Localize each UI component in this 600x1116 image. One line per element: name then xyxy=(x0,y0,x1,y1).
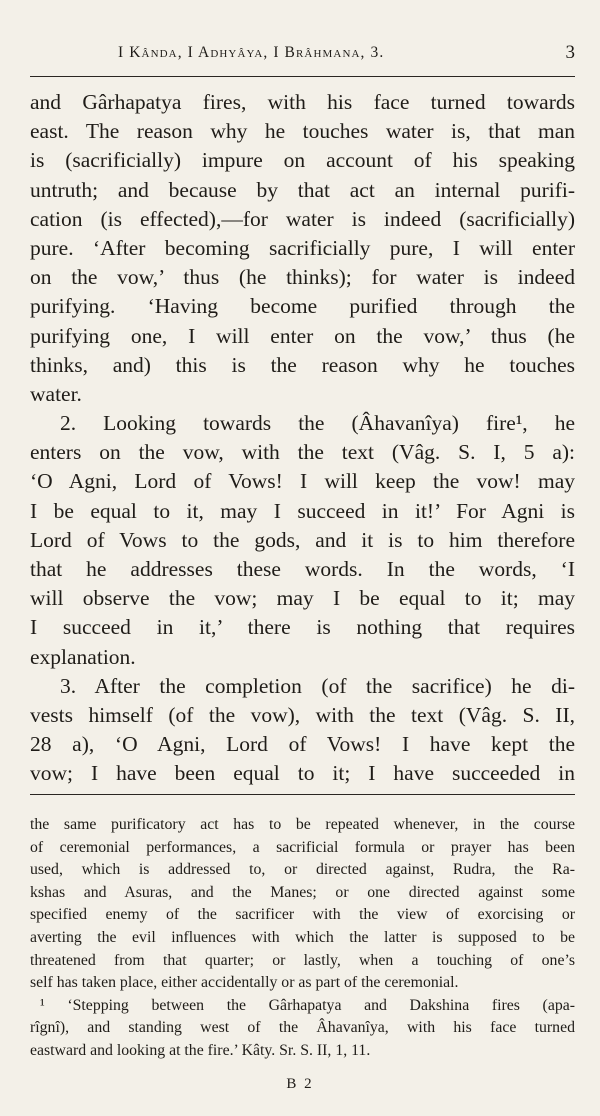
footnote-line: eastward and looking at the fire.’ Kâty. Sr. S. II, 1, 11. xyxy=(30,1041,371,1059)
page-header xyxy=(30,42,575,70)
text-line: on the vow,’ thus (he thinks); for water is indeed xyxy=(30,265,575,290)
page-number: 3 xyxy=(565,42,575,63)
main-text xyxy=(30,88,575,789)
footnote-line: kshas and Asuras, and the Manes; or one directed against some xyxy=(30,883,575,901)
footnote-rule xyxy=(30,794,575,795)
footnote-line: of ceremonial performances, a sacrificial formula or prayer has been xyxy=(30,838,575,856)
text-line: 3. After the completion (of the sacrifice) he di- xyxy=(60,673,575,698)
text-line: explanation. xyxy=(30,644,136,669)
signature-mark: B 2 xyxy=(286,1076,314,1092)
footnote-line: the same purificatory act has to be repeated whenever, in the course xyxy=(30,816,575,833)
text-line: vests himself (of the vow), with the text (Vâg. S. II, xyxy=(30,702,575,727)
text-line: ‘O Agni, Lord of Vows! I will keep the vow! may xyxy=(30,469,575,494)
text-line: enters on the vow, with the text (Vâg. S. I, 5 a): xyxy=(30,440,575,465)
footnote-line: self has taken place, either accidentally or as part of the ceremonial. xyxy=(30,974,459,992)
text-line: cation (is effected),—for water is indeed (sacrificially) xyxy=(30,206,575,231)
text-line: that he addresses these words. In the words, ‘I xyxy=(30,557,575,581)
text-line: I be equal to it, may I succeed in it!’ For Agni is xyxy=(30,498,575,523)
text-line: thinks, and) this is the reason why he touches xyxy=(30,352,575,377)
text-line: untruth; and because by that act an internal purifi- xyxy=(30,177,575,202)
text-line: pure. ‘After becoming sacrificially pure, I will enter xyxy=(30,235,575,260)
text-line: I succeed in it,’ there is nothing that requires xyxy=(30,615,575,640)
footnote-line: rîgnî), and standing west of the Âhavanîya, with his face turned xyxy=(30,1019,575,1037)
text-line: east. The reason why he touches water is, that man xyxy=(30,119,575,144)
footnote-line: threatened from that quarter; or lastly, when a touching of one’s xyxy=(30,951,575,969)
footnote-line: used, which is addressed to, or directed against, Rudra, the Ra- xyxy=(30,861,575,879)
running-head: I Kânda, I Adhyâya, I Brâhmana, 3. xyxy=(118,44,385,61)
text-line: 2. Looking towards the (Âhavanîya) fire¹, he xyxy=(60,411,575,436)
text-line: is (sacrificially) impure on account of his speaking xyxy=(30,148,575,173)
text-line: purifying. ‘Having become purified through the xyxy=(30,294,575,319)
text-line: water. xyxy=(30,381,82,406)
footnote-line: specified enemy of the sacrificer with the view of exorcising or xyxy=(30,906,575,924)
footnotes xyxy=(30,814,575,1063)
footnote-line: ¹ ‘Stepping between the Gârhapatya and Dakshina fires (apa- xyxy=(40,996,575,1014)
text-line: vow; I have been equal to it; I have succeeded in xyxy=(30,761,575,786)
header-rule xyxy=(30,76,575,77)
text-line: Lord of Vows to the gods, and it is to him therefore xyxy=(30,527,575,552)
text-line: 28 a), ‘O Agni, Lord of Vows! I have kept the xyxy=(30,732,575,757)
text-line: and Gârhapatya fires, with his face turned towards xyxy=(30,90,575,114)
text-line: purifying one, I will enter on the vow,’ thus (he xyxy=(30,323,575,348)
footnote-line: averting the evil influences with which the latter is supposed to be xyxy=(30,928,575,946)
text-line: will observe the vow; may I be equal to it; may xyxy=(30,586,575,611)
